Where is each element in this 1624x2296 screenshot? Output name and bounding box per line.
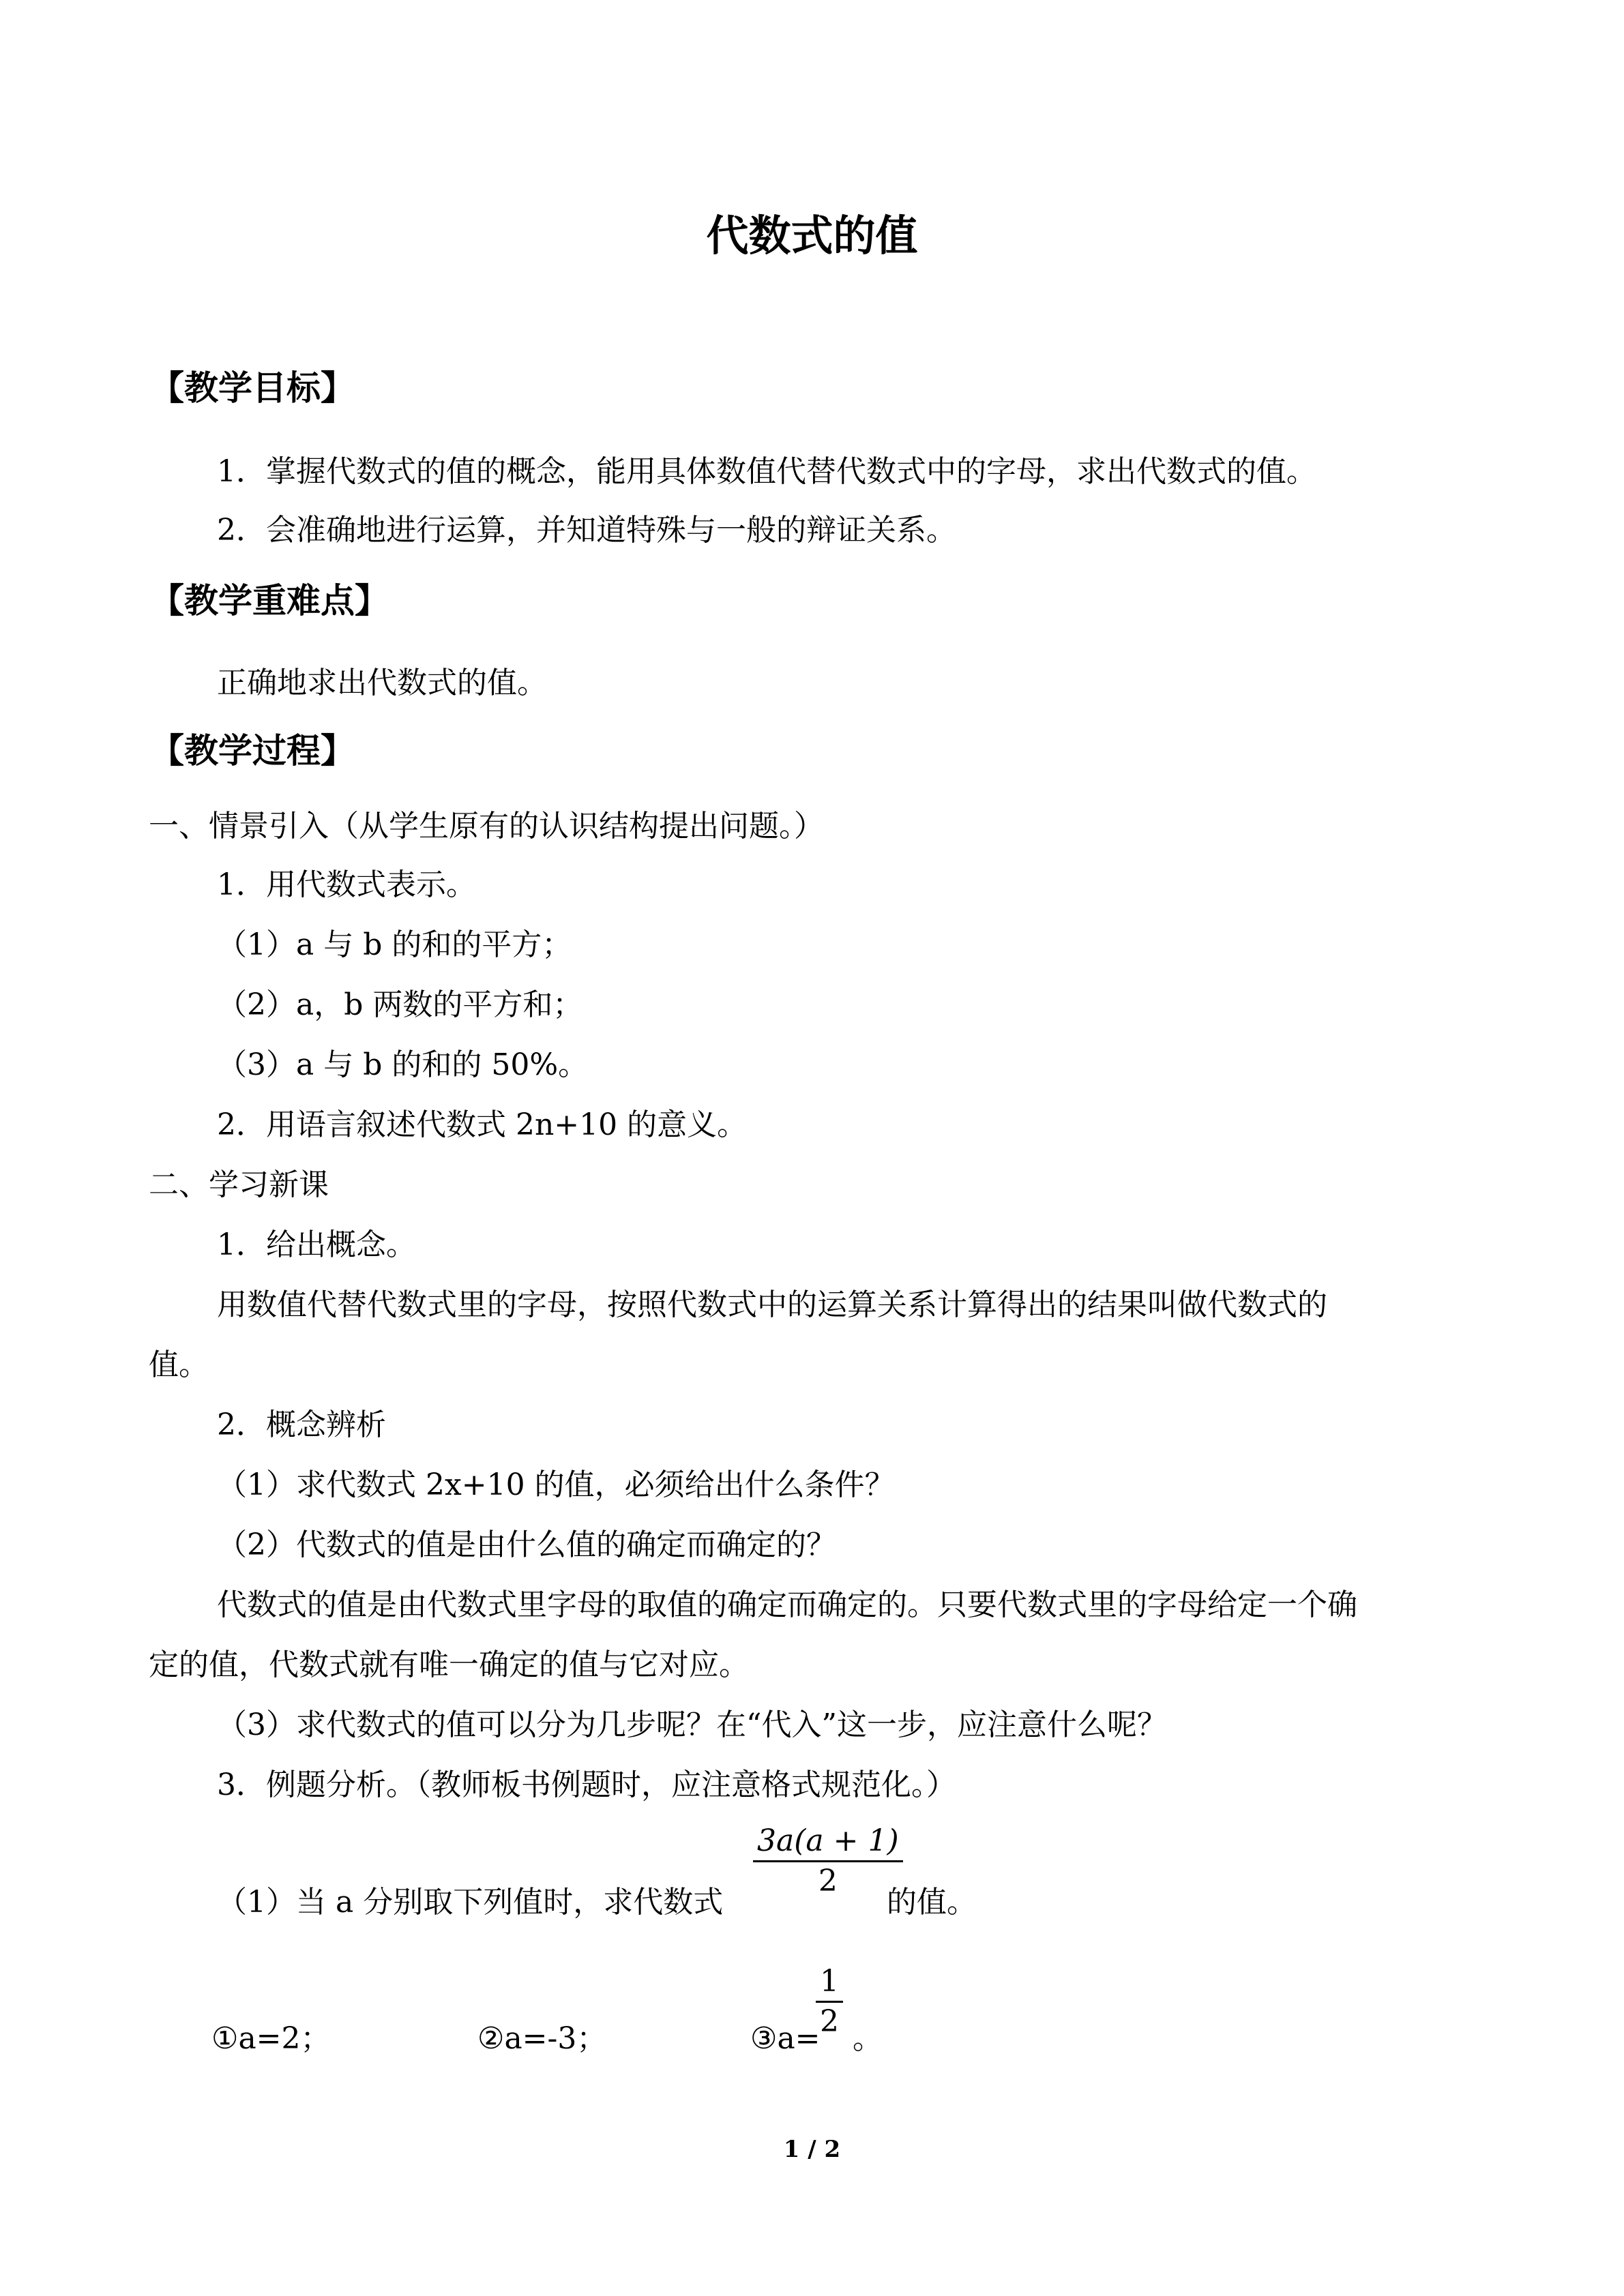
fraction-denominator: 2 [818, 1864, 838, 1898]
fraction-numerator: 3a(a + 1) [757, 1823, 899, 1858]
example-1-option-3-fraction [816, 1963, 843, 2041]
example-1-option-2: ②a=-3； [477, 2021, 607, 2056]
process-item: 1．用代数式表示。 [217, 867, 476, 902]
section-heading-key-points: 【教学重难点】 [150, 581, 389, 621]
definition-text-continued: 值。 [149, 1347, 209, 1382]
example-1-option-3-suffix: 。 [853, 2021, 883, 2056]
process-subitem: （1）a 与 b 的和的平方； [217, 927, 572, 962]
process-subitem: （2）a，b 两数的平方和； [217, 987, 583, 1022]
page-title: 代数式的值 [706, 211, 918, 260]
goal-item-2: 2．会准确地进行运算，并知道特殊与一般的辩证关系。 [217, 513, 956, 548]
example-1-fraction [753, 1822, 903, 1900]
process-question: （2）代数式的值是由什么值的确定而确定的？ [217, 1527, 836, 1562]
process-subitem: （3）a 与 b 的和的 50%。 [217, 1047, 589, 1082]
section-heading-process: 【教学过程】 [150, 731, 355, 771]
fraction-denominator: 2 [820, 2004, 839, 2039]
process-part-1: 一、情景引入（从学生原有的认识结构提出问题。） [149, 809, 824, 844]
process-item: 1．给出概念。 [217, 1227, 416, 1262]
page-number: 1 / 2 [783, 2136, 841, 2163]
process-item: 2．概念辨析 [217, 1407, 386, 1442]
fraction-numerator: 1 [820, 1964, 839, 1999]
section-heading-goals: 【教学目标】 [150, 368, 355, 408]
answer-text: 代数式的值是由代数式里字母的取值的确定而确定的。只要代数式里的字母给定一个确 [217, 1587, 1357, 1622]
key-point-1: 正确地求出代数式的值。 [217, 666, 547, 700]
definition-text: 用数值代替代数式里的字母，按照代数式中的运算关系计算得出的结果叫做代数式的 [217, 1287, 1327, 1322]
example-1-prefix: （1）当 a 分别取下列值时，求代数式 [217, 1885, 724, 1920]
process-question: （1）求代数式 2x+10 的值，必须给出什么条件？ [217, 1467, 895, 1502]
process-item: 3．例题分析。（教师板书例题时，应注意格式规范化。） [217, 1768, 956, 1802]
process-question: （3）求代数式的值可以分为几步呢？在“代入”这一步，应注意什么呢？ [217, 1708, 1167, 1742]
process-item: 2．用语言叙述代数式 2n+10 的意义。 [217, 1107, 748, 1142]
goal-item-1: 1．掌握代数式的值的概念，能用具体数值代替代数式中的字母，求出代数式的值。 [217, 454, 1316, 489]
example-1-option-1: ①a=2； [211, 2021, 331, 2056]
process-part-2: 二、学习新课 [149, 1167, 329, 1202]
example-1-suffix: 的值。 [887, 1885, 977, 1920]
example-1-option-3-prefix: ③a= [750, 2021, 821, 2056]
answer-text-continued: 定的值，代数式就有唯一确定的值与它对应。 [149, 1648, 749, 1682]
